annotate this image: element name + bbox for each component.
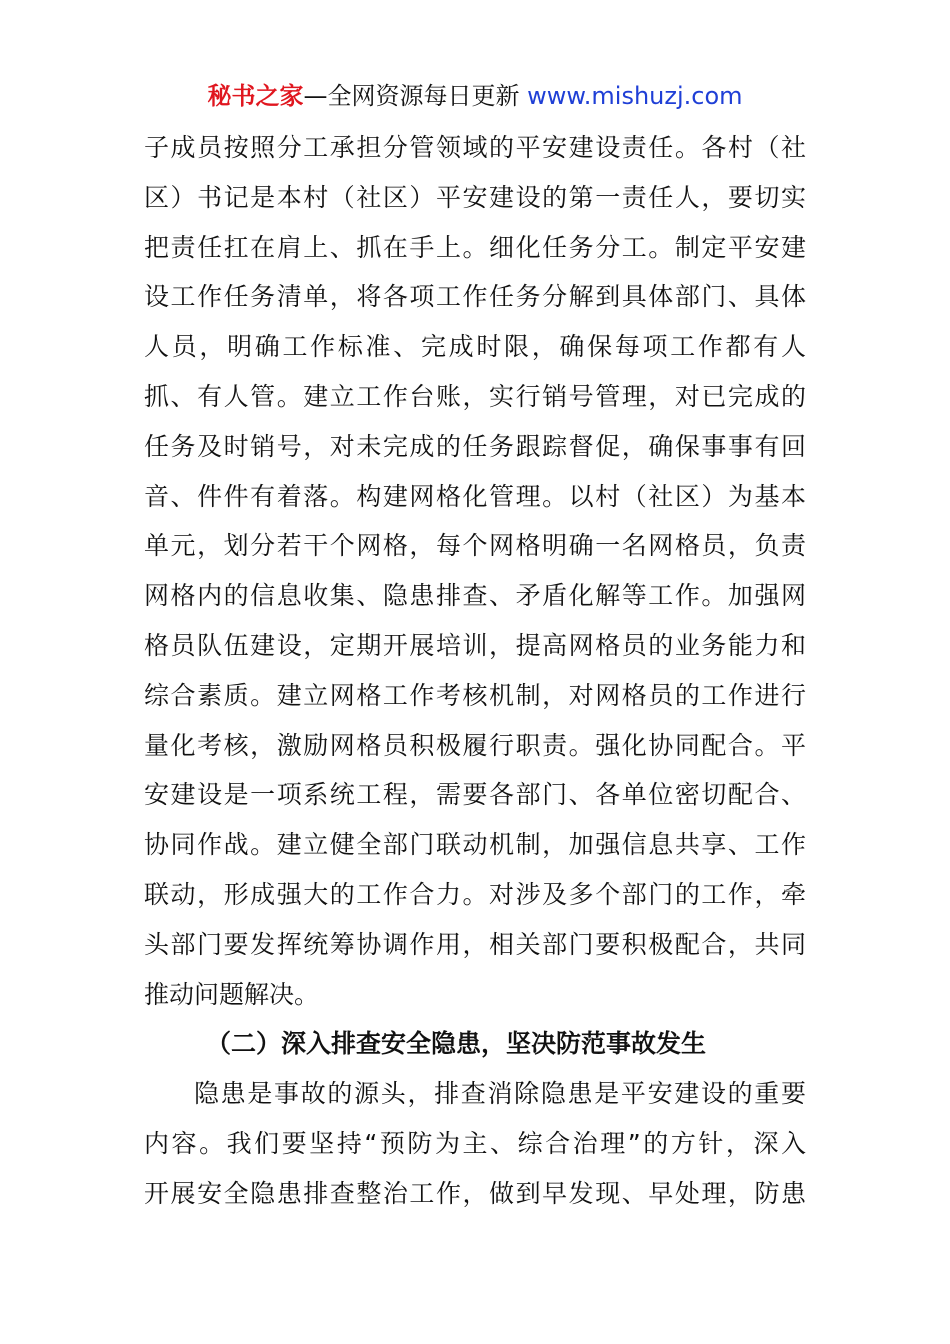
body-line: 设工作任务清单，将各项工作任务分解到具体部门、具体 [144, 282, 806, 312]
body-line: 网格内的信息收集、隐患排查、矛盾化解等工作。加强网 [144, 581, 806, 611]
body-line: 格员队伍建设，定期开展培训，提高网格员的业务能力和 [144, 630, 806, 660]
body-line: 区）书记是本村（社区）平安建设的第一责任人，要切实 [144, 182, 806, 212]
body-line: 综合素质。建立网格工作考核机制，对网格员的工作进行 [144, 680, 806, 710]
body-line: 安建设是一项系统工程，需要各部门、各单位密切配合、 [144, 780, 806, 810]
site-brand: 秘书之家 [207, 82, 304, 110]
body-line: 联动，形成强大的工作合力。对涉及多个部门的工作，牵 [144, 879, 806, 909]
body-line: 推动问题解决。 [144, 979, 320, 1009]
body-line: 单元，划分若干个网格，每个网格明确一名网格员，负责 [144, 531, 806, 561]
body-line: 子成员按照分工承担分管领域的平安建设责任。各村（社 [144, 133, 806, 162]
site-tagline: —全网资源每日更新 [303, 82, 528, 110]
body-line: 音、件件有着落。构建网格化管理。以村（社区）为基本 [144, 481, 806, 511]
site-url-link[interactable]: www.mishuzj.com [527, 82, 743, 110]
body-line: 内容。我们要坚持“预防为主、综合治理”的方针，深入 [144, 1128, 806, 1158]
body-line: 协同作战。建立健全部门联动机制，加强信息共享、工作 [144, 830, 806, 860]
body-line: 隐患是事故的源头，排查消除隐患是平安建设的重要 [194, 1079, 806, 1109]
body-line: 人员，明确工作标准、完成时限，确保每项工作都有人 [144, 332, 806, 362]
body-line: 任务及时销号，对未完成的任务跟踪督促，确保事事有回 [144, 431, 806, 461]
body-line: 头部门要发挥统筹协调作用，相关部门要积极配合，共同 [144, 929, 806, 959]
document-body [144, 123, 806, 1219]
site-header [0, 80, 950, 112]
body-line: 抓、有人管。建立工作台账，实行销号管理，对已完成的 [144, 381, 806, 411]
body-line: 量化考核，激励网格员积极履行职责。强化协同配合。平 [144, 730, 806, 760]
body-line: 开展安全隐患排查整治工作，做到早发现、早处理，防患 [144, 1178, 806, 1208]
section-heading: （二）深入排查安全隐患，坚决防范事故发生 [206, 1029, 707, 1059]
body-line: 把责任扛在肩上、抓在手上。细化任务分工。制定平安建 [144, 232, 806, 262]
